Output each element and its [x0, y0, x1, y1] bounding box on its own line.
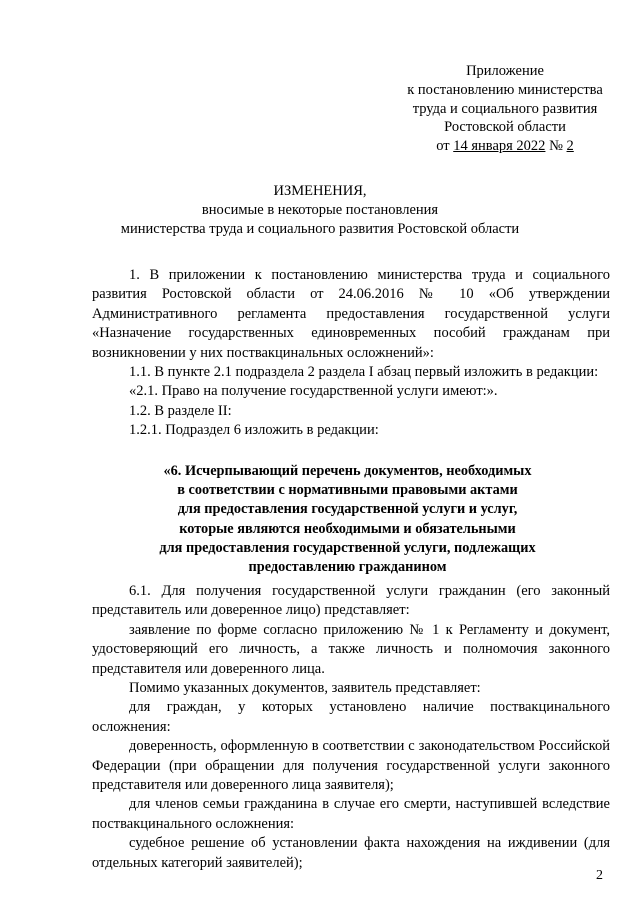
body-section-2 [92, 582, 610, 873]
paragraph-6-1: 6.1. Для получения государственной услуги гражданин (его законный представитель или доверенное лицо) представляет: [92, 583, 610, 619]
paragraph-citizens: для граждан, у которых установлено наличие поствакцинального осложнения: [92, 699, 610, 735]
subsection-line-1: «6. Исчерпывающий перечень документов, необходимых [163, 463, 532, 479]
title-line-1: ИЗМЕНЕНИЯ, [273, 183, 367, 199]
appendix-date-line [380, 137, 630, 156]
subsection-line-5: для предоставления государственной услуги, подлежащих [159, 539, 536, 556]
body-section-1 [92, 266, 610, 441]
title-line-3: министерства труда и социального развития Ростовской области [120, 221, 520, 237]
paragraph-1: 1. В приложении к постановлению министерства труда и социального развития Ростовской области от 24.06.2016 № 10 «Об утверждении Административного регламента предоставления государственной услуги «Назначение государственных единовременных пособий гражданам при возникновении у них поствакцинальных осложнений»: [92, 267, 610, 361]
paragraph-quote-2-1: «2.1. Право на получение государственной услуги имеют:». [129, 383, 498, 400]
number-prefix: № [545, 138, 567, 155]
appendix-line-4: Ростовской области [444, 119, 566, 136]
appendix-date: 14 января 2022 [453, 138, 546, 155]
appendix-header [380, 62, 630, 156]
subsection-heading [120, 462, 575, 577]
subsection-line-3: для предоставления государственной услуги и услуг, [177, 501, 518, 518]
paragraph-1-1: 1.1. В пункте 2.1 подраздела 2 раздела I абзац первый изложить в редакции: [129, 364, 599, 381]
paragraph-application: заявление по форме согласно приложению № 1 к Регламенту и документ, удостоверяющий его личность, а также личность и полномочия законного представителя или доверенного лица. [92, 621, 610, 677]
subsection-line-4: которые являются необходимыми и обязательными [179, 520, 516, 537]
paragraph-additional-docs: Помимо указанных документов, заявитель представляет: [129, 680, 481, 697]
appendix-line-2: к постановлению министерства [407, 81, 603, 98]
appendix-line-1: Приложение [466, 63, 544, 79]
subsection-line-6: предоставлению гражданином [248, 559, 447, 576]
paragraph-court-decision: судебное решение об установлении факта нахождения на иждивении (для отдельных категорий заявителей); [92, 835, 610, 871]
document-title [80, 182, 560, 239]
paragraph-family-members: для членов семьи гражданина в случае его смерти, наступившей вследствие поствакцинального осложнения: [92, 796, 610, 832]
appendix-line-3: труда и социального развития [412, 100, 598, 117]
page-number: 2 [596, 868, 603, 883]
title-line-2: вносимые в некоторые постановления [201, 202, 439, 218]
date-prefix: от [436, 138, 454, 155]
appendix-number: 2 [566, 138, 574, 155]
subsection-line-2: в соответствии с нормативными правовыми актами [177, 482, 518, 499]
paragraph-power-of-attorney: доверенность, оформленную в соответствии с законодательством Российской Федерации (при обращении для получения государственной услуги законного представителя или доверенного лица заявителя); [92, 738, 610, 794]
paragraph-1-2: 1.2. В разделе II: [129, 402, 232, 419]
paragraph-1-2-1: 1.2.1. Подраздел 6 изложить в редакции: [129, 422, 379, 439]
